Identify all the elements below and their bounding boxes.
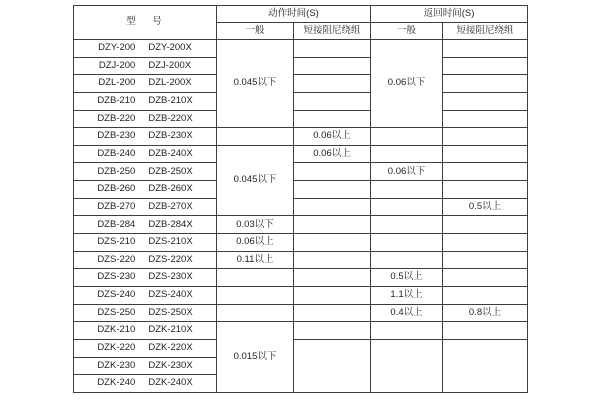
model-name-primary: DZS-230 xyxy=(97,271,136,283)
return-damped-cell xyxy=(443,128,528,146)
model-name-primary: DZS-210 xyxy=(97,236,136,248)
model-name-primary: DZK-220 xyxy=(97,341,136,353)
action-damped-cell xyxy=(294,234,371,252)
model-cell xyxy=(74,75,217,93)
model-name-primary: DZS-250 xyxy=(97,306,136,318)
action-damped-cell xyxy=(294,198,371,216)
return-general-cell xyxy=(371,145,443,163)
model-name-primary: DZB-270 xyxy=(97,200,136,212)
return-damped-cell: 0.8以上 xyxy=(443,304,528,322)
return-damped-cell xyxy=(443,75,528,93)
model-cell xyxy=(74,216,217,234)
table-row xyxy=(74,128,528,146)
return-damped-cell xyxy=(443,57,528,75)
action-general-cell xyxy=(217,128,294,146)
model-name-primary: DZK-230 xyxy=(97,359,136,371)
table-row xyxy=(74,269,528,287)
action-damped-cell xyxy=(294,322,371,340)
table-row xyxy=(74,198,528,216)
model-name-variant: DZB-284X xyxy=(148,218,193,230)
return-general-cell xyxy=(371,216,443,234)
model-name-primary: DZS-240 xyxy=(97,289,136,301)
model-cell xyxy=(74,57,217,75)
return-general-cell: 0.4以上 xyxy=(371,304,443,322)
table-row xyxy=(74,322,528,340)
table-row xyxy=(74,251,528,269)
action-damped-cell: 0.06以上 xyxy=(294,145,371,163)
return-general-cell xyxy=(371,181,443,199)
relay-time-spec-table xyxy=(73,5,528,393)
return-damped-cell xyxy=(443,234,528,252)
model-name-primary: DZB-250 xyxy=(97,165,136,177)
model-name-primary: DZB-284 xyxy=(97,218,136,230)
table-row xyxy=(74,145,528,163)
return-general-cell xyxy=(371,198,443,216)
return-general-cell: 0.06以下 xyxy=(371,163,443,181)
model-name-primary: DZL-200 xyxy=(98,77,136,89)
model-name-variant: DZK-220X xyxy=(148,341,193,353)
return-general-cell xyxy=(371,251,443,269)
return-damped-header: 短接阻尼绕组 xyxy=(443,23,528,40)
table-row xyxy=(74,286,528,304)
action-time-header: 动作时间(S) xyxy=(217,6,371,23)
action-general-header: 一般 xyxy=(217,23,294,40)
table-row xyxy=(74,304,528,322)
model-name-variant: DZB-250X xyxy=(148,165,193,177)
table-row xyxy=(74,181,528,199)
model-name-variant: DZK-210X xyxy=(148,324,193,336)
action-damped-cell xyxy=(294,304,371,322)
return-damped-cell xyxy=(443,92,528,110)
model-name-primary: DZB-260 xyxy=(97,183,136,195)
return-general-cell: 0.06以下 xyxy=(371,40,443,128)
action-general-cell: 0.045以下 xyxy=(217,40,294,128)
return-damped-cell xyxy=(443,251,528,269)
header-row-1 xyxy=(74,6,528,23)
model-cell xyxy=(74,163,217,181)
model-name-variant: DZS-210X xyxy=(148,236,193,248)
table-row xyxy=(74,110,528,128)
model-cell xyxy=(74,40,217,58)
model-cell xyxy=(74,304,217,322)
model-cell xyxy=(74,181,217,199)
table-row xyxy=(74,57,528,75)
model-name-variant: DZB-270X xyxy=(148,200,193,212)
action-damped-cell xyxy=(294,92,371,110)
model-cell xyxy=(74,357,217,375)
action-damped-cell xyxy=(294,269,371,287)
model-cell xyxy=(74,375,217,393)
action-general-cell xyxy=(217,304,294,322)
model-name-variant: DZB-220X xyxy=(148,112,193,124)
model-name-variant: DZY-200X xyxy=(148,42,192,54)
action-general-cell xyxy=(217,269,294,287)
action-general-cell: 0.11以上 xyxy=(217,251,294,269)
model-name-variant: DZB-230X xyxy=(148,130,193,142)
action-general-cell: 0.03以下 xyxy=(217,216,294,234)
model-name-primary: DZB-220 xyxy=(97,112,136,124)
return-damped-cell xyxy=(443,322,528,340)
action-general-cell: 0.045以下 xyxy=(217,145,294,216)
model-name-primary: DZK-210 xyxy=(97,324,136,336)
model-name-primary: DZS-220 xyxy=(97,253,136,265)
return-general-cell: 1.1以上 xyxy=(371,286,443,304)
model-cell xyxy=(74,322,217,340)
action-damped-cell xyxy=(294,286,371,304)
model-cell xyxy=(74,286,217,304)
return-damped-cell xyxy=(443,181,528,199)
model-name-variant: DZS-250X xyxy=(148,306,193,318)
return-general-cell xyxy=(371,322,443,340)
return-general-cell: 0.5以上 xyxy=(371,269,443,287)
model-name-variant: DZS-240X xyxy=(148,289,193,301)
return-damped-cell xyxy=(443,216,528,234)
model-cell xyxy=(74,234,217,252)
model-name-variant: DZJ-200X xyxy=(148,59,192,71)
table-row xyxy=(74,163,528,181)
model-name-variant: DZK-230X xyxy=(148,359,193,371)
model-name-variant: DZS-220X xyxy=(148,253,193,265)
action-damped-cell xyxy=(294,40,371,58)
action-damped-cell: 0.06以上 xyxy=(294,128,371,146)
return-damped-cell xyxy=(443,40,528,58)
return-damped-cell xyxy=(443,145,528,163)
return-damped-cell xyxy=(443,110,528,128)
action-damped-cell xyxy=(294,57,371,75)
return-general-cell xyxy=(371,234,443,252)
model-cell xyxy=(74,198,217,216)
action-damped-cell xyxy=(294,339,371,392)
model-name-primary: DZB-240 xyxy=(97,147,136,159)
return-general-header: 一般 xyxy=(371,23,443,40)
action-general-cell: 0.06以上 xyxy=(217,234,294,252)
model-cell xyxy=(74,251,217,269)
model-name-primary: DZB-210 xyxy=(97,95,136,107)
table-row xyxy=(74,40,528,58)
action-damped-cell xyxy=(294,181,371,199)
model-name-primary: DZJ-200 xyxy=(98,59,136,71)
model-name-variant: DZB-240X xyxy=(148,147,193,159)
table-row xyxy=(74,339,528,357)
return-general-cell xyxy=(371,128,443,146)
return-general-cell xyxy=(371,339,443,392)
return-damped-cell xyxy=(443,269,528,287)
action-damped-cell xyxy=(294,216,371,234)
action-damped-cell xyxy=(294,110,371,128)
model-name-variant: DZL-200X xyxy=(148,77,192,89)
table-row xyxy=(74,216,528,234)
action-damped-header: 短接阻尼绕组 xyxy=(294,23,371,40)
model-cell xyxy=(74,110,217,128)
model-name-primary: DZB-230 xyxy=(97,130,136,142)
model-cell xyxy=(74,128,217,146)
model-name-variant: DZB-210X xyxy=(148,95,193,107)
action-general-cell: 0.015以下 xyxy=(217,322,294,393)
table-row xyxy=(74,92,528,110)
table-row xyxy=(74,75,528,93)
model-name-primary: DZY-200 xyxy=(98,42,136,54)
action-damped-cell xyxy=(294,163,371,181)
model-cell xyxy=(74,269,217,287)
action-damped-cell xyxy=(294,251,371,269)
return-damped-cell xyxy=(443,286,528,304)
table-row xyxy=(74,234,528,252)
model-header: 型 号 xyxy=(74,6,217,40)
return-damped-cell: 0.5以上 xyxy=(443,198,528,216)
model-cell xyxy=(74,92,217,110)
model-cell xyxy=(74,145,217,163)
action-damped-cell xyxy=(294,75,371,93)
return-damped-cell xyxy=(443,163,528,181)
return-time-header: 返回时间(S) xyxy=(371,6,528,23)
model-name-variant: DZB-260X xyxy=(148,183,193,195)
model-name-primary: DZK-240 xyxy=(97,377,136,389)
model-name-variant: DZS-230X xyxy=(148,271,193,283)
action-general-cell xyxy=(217,286,294,304)
model-name-variant: DZK-240X xyxy=(148,377,193,389)
model-cell xyxy=(74,339,217,357)
return-damped-cell xyxy=(443,339,528,392)
